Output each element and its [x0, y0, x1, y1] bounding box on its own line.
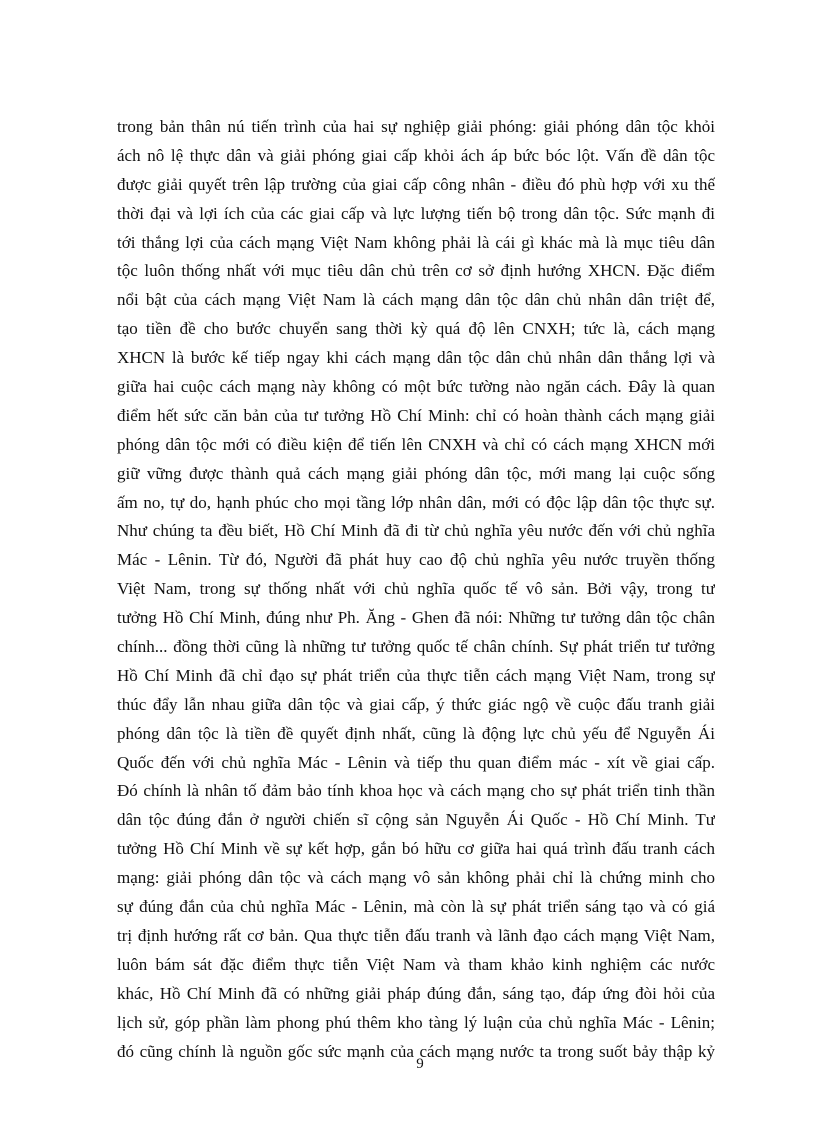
- text-line: trị định hướng rất cơ bản. Qua thực tiễn đấu tranh và lãnh đạo cách mạng Việt Nam,: [117, 925, 715, 945]
- text-line: giữ vững được thành quả cách mạng giải phóng dân tộc, mới mang lại cuộc sống: [117, 463, 715, 483]
- text-line: Như chúng ta đều biết, Hồ Chí Minh đã đi từ chủ nghĩa yêu nước đến với chủ nghĩa: [117, 521, 715, 541]
- text-line: lịch sử, góp phần làm phong phú thêm kho tàng lý luận của chủ nghĩa Mác - Lênin;: [117, 1012, 715, 1032]
- text-line: thời đại và lợi ích của các giai cấp và lực lượng tiến bộ trong dân tộc. Sức mạnh đi: [117, 203, 715, 223]
- text-line: tưởng Hồ Chí Minh về sự kết hợp, gắn bó hữu cơ giữa hai quá trình đấu tranh cách: [117, 839, 715, 859]
- text-line: dân tộc đúng đắn ở người chiến sĩ cộng sản Nguyễn Ái Quốc - Hồ Chí Minh. Tư: [117, 810, 715, 830]
- text-line: mạng: giải phóng dân tộc và cách mạng vô sản không phải chỉ là chứng minh cho: [117, 868, 715, 888]
- text-line: giữa hai cuộc cách mạng này không có một bức tường nào ngăn cách. Đây là quan: [117, 377, 715, 397]
- text-line: đó cũng chính là nguồn gốc sức mạnh của cách mạng nước ta trong suốt bảy thập kỷ: [117, 1041, 715, 1061]
- text-line: ách nô lệ thực dân và giải phóng giai cấp khỏi ách áp bức bóc lột. Vấn đề dân tộc: [117, 145, 715, 165]
- text-line: khác, Hồ Chí Minh đã có những giải pháp đúng đắn, sáng tạo, đáp ứng đòi hỏi của: [117, 983, 715, 1003]
- text-line: thúc đẩy lẫn nhau giữa dân tộc và giai cấp, ý thức giác ngộ về cuộc đấu tranh giải: [117, 694, 715, 714]
- text-line: ấm no, tự do, hạnh phúc cho mọi tầng lớp nhân dân, mới có độc lập dân tộc thực sự.: [117, 492, 715, 512]
- text-line: phóng dân tộc mới có điều kiện để tiến lên CNXH và chỉ có cách mạng XHCN mới: [117, 434, 715, 454]
- text-line: tạo tiền đề cho bước chuyển sang thời kỳ quá độ lên CNXH; tức là, cách mạng: [117, 319, 715, 339]
- text-line: luôn bám sát đặc điểm thực tiễn Việt Nam và tham khảo kinh nghiệm các nước: [117, 954, 715, 974]
- text-line: Đó chính là nhân tố đảm bảo tính khoa học và cách mạng cho sự phát triển tinh thần: [117, 781, 715, 801]
- text-line: tưởng Hồ Chí Minh, đúng như Ph. Ăng - Ghen đã nói: Những tư tưởng dân tộc chân: [117, 608, 715, 628]
- text-line: trong bản thân nú tiến trình của hai sự nghiệp giải phóng: giải phóng dân tộc khỏi: [117, 117, 715, 136]
- text-line: Hồ Chí Minh đã chỉ đạo sự phát triển của thực tiễn cách mạng Việt Nam, trong sự: [117, 665, 715, 685]
- text-line: tới thắng lợi của cách mạng Việt Nam không phải là cái gì khác mà là mục tiêu dân: [117, 232, 715, 252]
- text-line: XHCN là bước kế tiếp ngay khi cách mạng dân tộc dân chủ nhân dân thắng lợi và: [117, 348, 715, 368]
- body-text: [117, 113, 715, 1066]
- page-number: 9: [416, 1056, 424, 1072]
- text-line: nổi bật của cách mạng Việt Nam là cách mạng dân tộc dân chủ nhân dân triệt để,: [117, 290, 715, 310]
- text-line: Quốc đến với chủ nghĩa Mác - Lênin và tiếp thu quan điểm mác - xít về giai cấp.: [117, 752, 715, 772]
- text-line: điểm hết sức căn bản của tư tưởng Hồ Chí Minh: chỉ có hoàn thành cách mạng giải: [117, 405, 715, 425]
- text-line: phóng dân tộc là tiền đề quyết định nhất, cũng là động lực chủ yếu để Nguyễn Ái: [117, 723, 715, 743]
- text-line: Việt Nam, trong sự thống nhất với chủ nghĩa quốc tế vô sản. Bởi vậy, trong tư: [117, 579, 715, 599]
- text-line: tộc luôn thống nhất với mục tiêu dân chủ trên cơ sở định hướng XHCN. Đặc điểm: [117, 261, 715, 281]
- text-line: Mác - Lênin. Từ đó, Người đã phát huy cao độ chủ nghĩa yêu nước truyền thống: [117, 550, 715, 570]
- text-line: chính... đồng thời cũng là những tư tưởng quốc tế chân chính. Sự phát triển tư tưởng: [117, 637, 715, 657]
- text-line: được giải quyết trên lập trường của giai cấp công nhân - điều đó phù hợp với xu thế: [117, 174, 715, 194]
- text-line: sự đúng đắn của chủ nghĩa Mác - Lênin, mà còn là sự phát triển sáng tạo và có giá: [117, 897, 715, 917]
